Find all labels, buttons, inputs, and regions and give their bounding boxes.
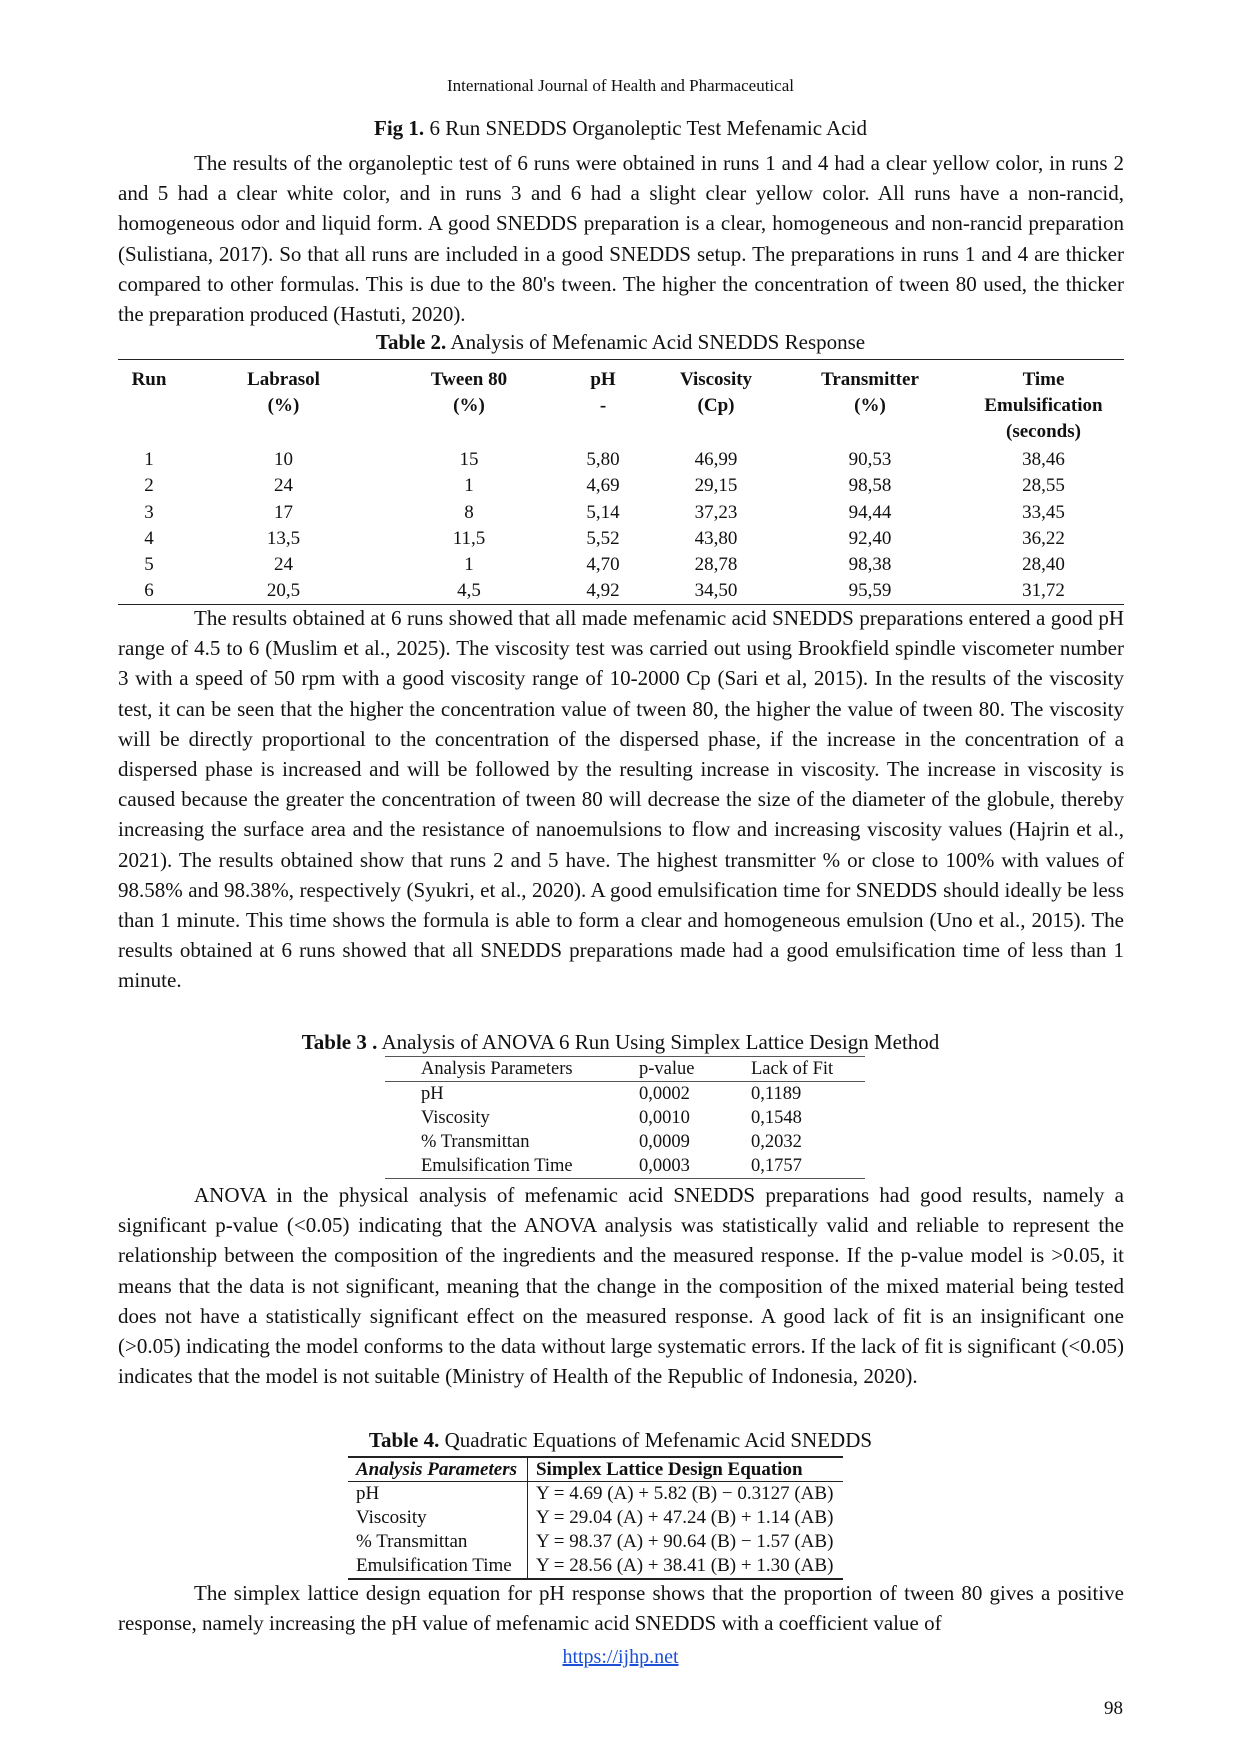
table2-cell: 20,5 xyxy=(266,580,301,602)
table4-header-cell: Simplex Lattice Design Equation xyxy=(527,1457,843,1482)
table2-cell: 28,78 xyxy=(694,554,738,576)
table2-cell: 4,5 xyxy=(457,580,481,602)
table4 xyxy=(348,1456,843,1580)
table3-title: Analysis of ANOVA 6 Run Using Simplex Lattice Design Method xyxy=(381,1030,940,1054)
table3-cell: Emulsification Time xyxy=(385,1154,603,1179)
table2-cell: 5,80 xyxy=(586,449,620,470)
table3-cell: 0,0002 xyxy=(639,1084,690,1104)
table4-cell: Y = 98.37 (A) + 90.64 (B) − 1.57 (AB) xyxy=(535,1531,834,1552)
table2-cell: 4,69 xyxy=(586,475,620,497)
table3-header-cell: Lack of Fit xyxy=(715,1057,865,1082)
table3-header-cell: Analysis Parameters xyxy=(385,1057,603,1082)
table-row xyxy=(385,1082,865,1107)
table2-header-row xyxy=(118,419,1124,445)
table2-header-cell: - xyxy=(599,395,607,416)
table4-cell: Viscosity xyxy=(348,1506,527,1530)
table2-cell: 28,55 xyxy=(1022,475,1065,497)
table-row xyxy=(348,1554,843,1579)
table3-cell: 0,1548 xyxy=(751,1108,802,1128)
table2-cell: 92,40 xyxy=(848,527,892,549)
table2-cell: 5 xyxy=(144,554,154,576)
paragraph-equation: The simplex lattice design equation for pH response shows that the proportion of tween 80 gives a positive response, namely increasing the pH value of mefenamic acid SNEDDS with a coefficient value of xyxy=(118,1581,1124,1636)
table4-title: Quadratic Equations of Mefenamic Acid SNEDDS xyxy=(444,1428,873,1452)
table2-header-cell: (%) xyxy=(267,395,300,416)
table3-cell: 0,1757 xyxy=(715,1154,865,1179)
table3-caption xyxy=(0,1030,1241,1055)
table-row xyxy=(118,552,1124,578)
table2-cell: 33,45 xyxy=(1022,501,1065,523)
table2-cell: 34,50 xyxy=(694,580,738,602)
page-number: 98 xyxy=(1104,1698,1123,1719)
table2-cell: 46,99 xyxy=(694,449,738,470)
table2-cell: 2 xyxy=(144,475,154,497)
table2-cell: 11,5 xyxy=(452,527,486,549)
table2-header-cell: (%) xyxy=(854,395,886,416)
table3-cell: 0,0009 xyxy=(639,1132,690,1152)
table4-cell: % Transmittan xyxy=(348,1530,527,1554)
table2-cell: 4 xyxy=(144,527,154,549)
table2-cell: 36,22 xyxy=(1022,527,1065,549)
table2-header-cell: (%) xyxy=(453,395,485,416)
table2-cell: 98,58 xyxy=(848,475,892,497)
table2-cell: 13,5 xyxy=(266,527,301,549)
table2-cell: 24 xyxy=(274,554,293,576)
table3-cell: Viscosity xyxy=(421,1108,490,1128)
table3-label: Table 3 . xyxy=(301,1030,378,1054)
table3-cell: % Transmittan xyxy=(421,1132,530,1152)
table3-header-cell: p-value xyxy=(603,1057,715,1082)
table3-cell: 0,0010 xyxy=(639,1108,690,1128)
table2-cell: 4,70 xyxy=(586,554,620,576)
table2-cell: 15 xyxy=(459,449,479,470)
table2-header-cell: Labrasol xyxy=(247,369,320,390)
table2-cell: 24 xyxy=(274,475,293,497)
table-row xyxy=(118,578,1124,604)
table3-cell: 0,1189 xyxy=(751,1084,802,1104)
table-row xyxy=(385,1106,865,1130)
table2-title: Analysis of Mefenamic Acid SNEDDS Response xyxy=(450,330,866,354)
paragraph-anova: ANOVA in the physical analysis of mefenamic acid SNEDDS preparations had good results, namely a significant p-value (<0.05) indicating that the ANOVA analysis was statistically valid and reliable to represent the relationship between the composition of the ingredients and the measured response. If the p-value model is >0.05, it means that the data is not significant, meaning that the change in the composition of the mixed material being tested does not have a statistically significant effect on the measured response. A good lack of fit is an insignificant one (>0.05) indicating the model conforms to the data without large systematic errors. If the lack of fit is significant (<0.05) indicates that the model is not suitable (Ministry of Health of the Republic of Indonesia, 2020). xyxy=(118,1183,1124,1389)
journal-link[interactable]: https://ijhp.net xyxy=(562,1646,679,1668)
table2-header-cell: Run xyxy=(131,369,167,390)
table2-header-cell: Transmitter xyxy=(821,369,919,390)
table4-cell: pH xyxy=(348,1482,527,1507)
table3 xyxy=(385,1056,865,1179)
table2-cell: 5,52 xyxy=(586,527,620,549)
table2-cell: 95,59 xyxy=(848,580,892,602)
table2-cell: 1 xyxy=(464,475,474,497)
table2-cell: 5,14 xyxy=(586,501,620,523)
table2-cell: 28,40 xyxy=(1022,554,1065,576)
table4-cell: Y = 4.69 (A) + 5.82 (B) − 0.3127 (AB) xyxy=(535,1483,834,1504)
table-row xyxy=(118,473,1124,499)
table2-header-cell: (seconds) xyxy=(1006,421,1081,442)
table2-header-cell: Tween 80 xyxy=(430,369,508,390)
table2-cell: 29,15 xyxy=(694,475,738,497)
paragraph-organoleptic: The results of the organoleptic test of 6 runs were obtained in runs 1 and 4 had a clear yellow color, in runs 2 and 5 had a clear white color, and in runs 3 and 6 had a slight clear yellow color. All runs have a non-rancid, homogeneous odor and liquid form. A good SNEDDS preparation is a clear, homogeneous and non-rancid preparation (Sulistiana, 2017). So that all runs are included in a good SNEDDS setup. The preparations in runs 1 and 4 are thicker compared to other formulas. This is due to the 80's tween. The higher the concentration of tween 80 used, the thicker the preparation produced (Hastuti, 2020). xyxy=(118,151,1124,327)
table-row xyxy=(348,1530,843,1554)
table4-header-cell: Analysis Parameters xyxy=(348,1457,527,1482)
journal-header: International Journal of Health and Pharmaceutical xyxy=(447,76,794,95)
table2-cell: 98,38 xyxy=(848,554,892,576)
table3-cell: pH xyxy=(421,1084,444,1104)
table2-cell: 37,23 xyxy=(694,501,738,523)
table2-cell: 1 xyxy=(144,449,154,470)
table2-cell: 31,72 xyxy=(1022,580,1065,602)
table2-cell: 90,53 xyxy=(848,449,892,470)
table2-cell: 94,44 xyxy=(848,501,892,523)
table2-cell: 4,92 xyxy=(586,580,620,602)
table-row xyxy=(348,1482,843,1507)
table-row xyxy=(118,500,1124,526)
table-row xyxy=(348,1506,843,1530)
table2-header-cell: Time xyxy=(1022,369,1065,390)
table-row xyxy=(385,1154,865,1179)
table2-header-cell xyxy=(118,419,180,445)
table2-header-cell xyxy=(387,419,551,445)
table4-cell: Emulsification Time xyxy=(348,1554,527,1579)
table2-cell: 1 xyxy=(464,554,474,576)
table2-header-cell xyxy=(551,419,655,445)
table2-cell: 38,46 xyxy=(1022,449,1065,470)
table2-label: Table 2. xyxy=(375,330,447,354)
table2-header-cell xyxy=(777,419,963,445)
table4-cell: Y = 28.56 (A) + 38.41 (B) + 1.30 (AB) xyxy=(527,1554,843,1579)
table4-cell: Y = 29.04 (A) + 47.24 (B) + 1.14 (AB) xyxy=(535,1507,834,1528)
table2-cell: 3 xyxy=(144,501,154,523)
figure-title: 6 Run SNEDDS Organoleptic Test Mefenamic Acid xyxy=(429,116,867,140)
table2-cell: 10 xyxy=(274,449,293,470)
table2 xyxy=(118,361,1124,605)
table3-cell: 0,2032 xyxy=(751,1132,802,1152)
table2-header-cell: Emulsification xyxy=(984,395,1103,416)
table-row xyxy=(385,1130,865,1154)
table-row xyxy=(118,445,1124,473)
table3-header-row xyxy=(385,1057,865,1082)
table2-cell: 43,80 xyxy=(694,527,738,549)
table2-header-row xyxy=(118,361,1124,393)
table2-header-cell xyxy=(655,419,777,445)
table3-cell: 0,0003 xyxy=(603,1154,715,1179)
table2-header-cell: Viscosity xyxy=(679,369,753,390)
figure-caption xyxy=(0,116,1241,141)
table4-caption xyxy=(0,1428,1241,1453)
table2-top-rule xyxy=(118,359,1124,360)
table2-cell: 8 xyxy=(464,501,474,523)
table2-header-row xyxy=(118,393,1124,419)
paragraph-results: The results obtained at 6 runs showed that all made mefenamic acid SNEDDS preparations entered a good pH range of 4.5 to 6 (Muslim et al., 2025). The viscosity test was carried out using Brookfield spindle viscometer number 3 with a speed of 50 rpm with a good viscosity range of 10-2000 Cp (Sari et al, 2015). In the results of the viscosity test, it can be seen that the higher the concentration value of tween 80, the higher the value of tween 80. The viscosity will be directly proportional to the concentration of the dispersed phase, if the increase in the concentration of a dispersed phase is increased and will be followed by the resulting increase in viscosity. The increase in viscosity is caused because the greater the concentration of tween 80 will decrease the size of the diameter of the globule, thereby increasing the surface area and the resistance of nanoemulsions to flow and increasing viscosity values (Hajrin et al., 2021). The results obtained show that runs 2 and 5 have. The highest transmitter % or close to 100% with values of 98.58% and 98.38%, respectively (Syukri, et al., 2020). A good emulsification time for SNEDDS should ideally be less than 1 minute. This time shows the formula is able to form a clear and homogeneous emulsion (Uno et al., 2015). The results obtained at 6 runs showed that all SNEDDS preparations made had a good emulsification time of less than 1 minute. xyxy=(118,606,1124,993)
table2-header-cell: (Cp) xyxy=(697,395,735,416)
table4-label: Table 4. xyxy=(368,1428,440,1452)
table2-header-cell xyxy=(180,419,387,445)
table2-caption xyxy=(0,330,1241,355)
table2-cell: 17 xyxy=(274,501,293,523)
table-row xyxy=(118,526,1124,552)
table4-header-row xyxy=(348,1457,843,1482)
table2-cell: 6 xyxy=(144,580,154,602)
table2-header-cell xyxy=(118,393,180,419)
figure-label: Fig 1. xyxy=(374,116,425,140)
table2-header-cell: pH xyxy=(590,369,616,390)
